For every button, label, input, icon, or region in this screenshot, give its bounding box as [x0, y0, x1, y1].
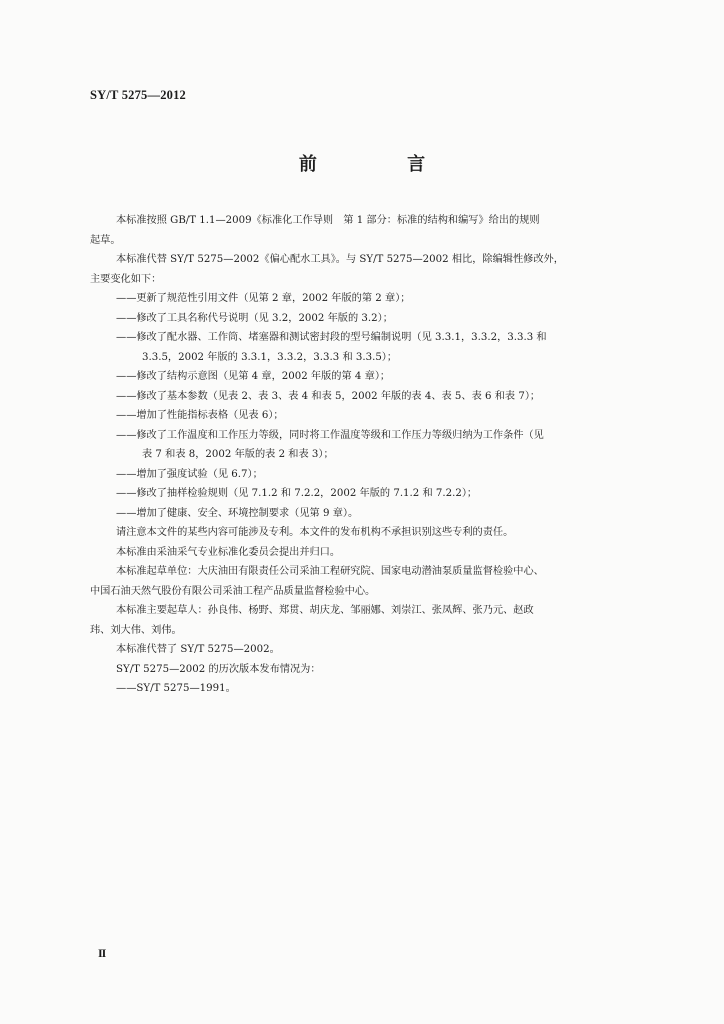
- text-line: 本标准按照 GB/T 1.1—2009《标准化工作导则 第 1 部分：标准的结构和编写》给出的规则: [116, 215, 540, 226]
- text-line: 本标准主要起草人：孙良伟、杨野、郑贯、胡庆龙、邹丽娜、刘崇江、张凤辉、张乃元、赵政: [116, 605, 534, 616]
- text-line: 本标准代替了 SY/T 5275—2002。: [116, 644, 280, 655]
- text-line: 本标准代替 SY/T 5275—2002《偏心配水工具》。与 SY/T 5275—2002 相比，除编辑性修改外，: [116, 254, 564, 265]
- text-line: 请注意本文件的某些内容可能涉及专利。本文件的发布机构不承担识别这些专利的责任。: [116, 527, 514, 538]
- text-line: ——增加了健康、安全、环境控制要求（见第 9 章）。: [116, 507, 359, 519]
- text-line: 中国石油天然气股份有限公司采油工程产品质量监督检验中心。: [90, 585, 376, 597]
- text-line: ——增加了性能指标表格（见表 6）；: [116, 410, 284, 421]
- text-line: 本标准起草单位：大庆油田有限责任公司采油工程研究院、国家电动潜油泵质量监督检验中心、: [116, 566, 544, 577]
- text-line: ——修改了工具名称代号说明（见 3.2，2002 年版的 3.2）；: [116, 312, 393, 324]
- text-line: 起草。: [90, 234, 121, 246]
- text-line: SY/T 5275—2002 的历次版本发布情况为：: [116, 663, 321, 675]
- page-number: II: [98, 946, 106, 960]
- text-line: 3.3.5，2002 年版的 3.3.1，3.3.2，3.3.3 和 3.3.5）；: [142, 351, 398, 363]
- text-line: ——更新了规范性引用文件（见第 2 章，2002 年版的第 2 章）；: [116, 293, 411, 304]
- text-line: ——修改了结构示意图（见第 4 章，2002 年版的第 4 章）；: [116, 371, 391, 382]
- text-line: ——修改了工作温度和工作压力等级，同时将工作温度等级和工作压力等级归纳为工作条件（见: [116, 429, 544, 441]
- text-line: ——修改了基本参数（见表 2、表 3、表 4 和表 5，2002 年版的表 4、表 5、表 6 和表 7）；: [116, 390, 541, 402]
- text-line: 表 7 和表 8，2002 年版的表 2 和表 3）；: [142, 449, 334, 460]
- text-line: ——修改了抽样检验规则（见 7.1.2 和 7.2.2，2002 年版的 7.1.2 和 7.2.2）；: [116, 488, 478, 499]
- text-line: ——增加了强度试验（见 6.7）；: [116, 468, 263, 480]
- text-line: 主要变化如下：: [90, 273, 162, 285]
- text-line: ——SY/T 5275—1991。: [116, 683, 236, 694]
- text-line: 本标准由采油采气专业标准化委员会提出并归口。: [116, 546, 341, 558]
- page-title: 前 言: [298, 154, 468, 175]
- standard-code: SY/T 5275—2012: [90, 88, 186, 102]
- text-line: ——修改了配水器、工作筒、堵塞器和测试密封段的型号编制说明（见 3.3.1，3.3.2，3.3.3 和: [116, 332, 547, 343]
- text-line: 玮、刘大伟、刘伟。: [90, 624, 182, 636]
- foreword-body: [90, 211, 660, 699]
